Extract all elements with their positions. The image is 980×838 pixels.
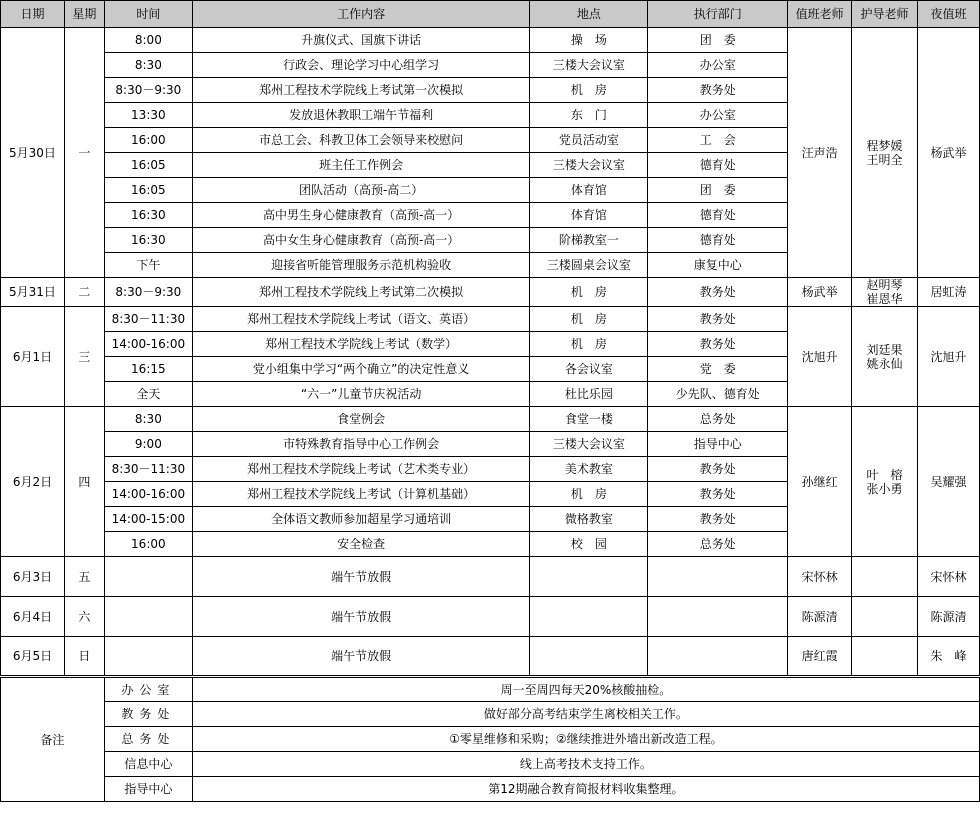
content-cell: 高中男生身心健康教育（高预-高一） bbox=[192, 203, 530, 228]
date-cell: 6月1日 bbox=[1, 307, 65, 407]
date-cell: 5月30日 bbox=[1, 28, 65, 278]
time-cell: 9:00 bbox=[104, 432, 192, 457]
table-row bbox=[1, 407, 980, 432]
weekday-cell: 日 bbox=[64, 637, 104, 677]
note-row bbox=[1, 777, 980, 802]
place-cell: 各会议室 bbox=[530, 357, 648, 382]
holiday-row bbox=[1, 597, 980, 637]
header-content: 工作内容 bbox=[192, 1, 530, 28]
header-row bbox=[1, 1, 980, 28]
content-cell: 迎接省听能管理服务示范机构验收 bbox=[192, 253, 530, 278]
note-dept: 教务处 bbox=[104, 702, 192, 727]
time-cell bbox=[104, 597, 192, 637]
weekday-cell: 一 bbox=[64, 28, 104, 278]
place-cell: 体育馆 bbox=[530, 178, 648, 203]
dept-cell: 教务处 bbox=[648, 278, 788, 307]
time-cell: 8:30 bbox=[104, 407, 192, 432]
time-cell: 8:30 bbox=[104, 53, 192, 78]
place-cell: 三楼大会议室 bbox=[530, 432, 648, 457]
time-cell: 16:30 bbox=[104, 228, 192, 253]
place-cell: 杜比乐园 bbox=[530, 382, 648, 407]
time-cell: 全天 bbox=[104, 382, 192, 407]
dept-cell: 康复中心 bbox=[648, 253, 788, 278]
teacher-name: 姚永仙 bbox=[866, 356, 903, 371]
content-cell: 郑州工程技术学院线上考试（艺术类专业） bbox=[192, 457, 530, 482]
place-cell: 机 房 bbox=[530, 332, 648, 357]
content-cell: 市特殊教育指导中心工作例会 bbox=[192, 432, 530, 457]
time-cell: 16:00 bbox=[104, 532, 192, 557]
duty-teacher-cell: 陈源清 bbox=[788, 597, 852, 637]
guard-teacher-cell bbox=[852, 28, 918, 278]
note-row bbox=[1, 727, 980, 752]
date-cell: 6月3日 bbox=[1, 557, 65, 597]
dept-cell: 办公室 bbox=[648, 103, 788, 128]
time-cell: 13:30 bbox=[104, 103, 192, 128]
place-cell: 机 房 bbox=[530, 78, 648, 103]
note-text: 做好部分高考结束学生离校相关工作。 bbox=[192, 702, 979, 727]
content-cell: 党小组集中学习“两个确立”的决定性意义 bbox=[192, 357, 530, 382]
time-cell: 14:00-16:00 bbox=[104, 332, 192, 357]
night-duty-cell: 宋怀林 bbox=[918, 557, 980, 597]
night-duty-cell: 陈源清 bbox=[918, 597, 980, 637]
weekday-cell: 六 bbox=[64, 597, 104, 637]
place-cell: 机 房 bbox=[530, 278, 648, 307]
content-cell: 端午节放假 bbox=[192, 597, 530, 637]
dept-cell: 少先队、德育处 bbox=[648, 382, 788, 407]
teacher-name: 王明全 bbox=[866, 152, 903, 167]
header-place: 地点 bbox=[530, 1, 648, 28]
time-cell: 8:30－9:30 bbox=[104, 278, 192, 307]
content-cell: 郑州工程技术学院线上考试第二次模拟 bbox=[192, 278, 530, 307]
place-cell: 食堂一楼 bbox=[530, 407, 648, 432]
teacher-name: 叶 榕 bbox=[866, 467, 903, 482]
note-text: 第12期融合教育简报材料收集整理。 bbox=[192, 777, 979, 802]
header-duty-teacher: 值班老师 bbox=[788, 1, 852, 28]
guard-teacher-cell bbox=[852, 278, 918, 307]
night-duty-cell: 杨武举 bbox=[918, 28, 980, 278]
content-cell: 安全检查 bbox=[192, 532, 530, 557]
weekday-cell: 四 bbox=[64, 407, 104, 557]
header-time: 时间 bbox=[104, 1, 192, 28]
duty-teacher-cell: 宋怀林 bbox=[788, 557, 852, 597]
dept-cell: 教务处 bbox=[648, 482, 788, 507]
place-cell: 美术教室 bbox=[530, 457, 648, 482]
content-cell: 班主任工作例会 bbox=[192, 153, 530, 178]
content-cell: 全体语文教师参加超星学习通培训 bbox=[192, 507, 530, 532]
time-cell: 8:30－9:30 bbox=[104, 78, 192, 103]
place-cell: 体育馆 bbox=[530, 203, 648, 228]
dept-cell bbox=[648, 597, 788, 637]
dept-cell: 德育处 bbox=[648, 228, 788, 253]
weekday-cell: 五 bbox=[64, 557, 104, 597]
dept-cell bbox=[648, 557, 788, 597]
holiday-row bbox=[1, 637, 980, 677]
duty-teacher-cell: 孙继红 bbox=[788, 407, 852, 557]
duty-teacher-cell: 沈旭升 bbox=[788, 307, 852, 407]
note-text: ①零星维修和采购；②继续推进外墙出新改造工程。 bbox=[192, 727, 979, 752]
date-cell: 6月5日 bbox=[1, 637, 65, 677]
guard-teacher-cell bbox=[852, 307, 918, 407]
guard-teacher-cell bbox=[852, 597, 918, 637]
place-cell bbox=[530, 637, 648, 677]
weekday-cell: 三 bbox=[64, 307, 104, 407]
place-cell bbox=[530, 597, 648, 637]
dept-cell: 总务处 bbox=[648, 532, 788, 557]
night-duty-cell: 居虹涛 bbox=[918, 278, 980, 307]
place-cell: 机 房 bbox=[530, 307, 648, 332]
teacher-name: 刘廷果 bbox=[866, 342, 903, 357]
note-dept: 办公室 bbox=[104, 677, 192, 702]
guard-teacher-cell bbox=[852, 557, 918, 597]
dept-cell: 教务处 bbox=[648, 507, 788, 532]
header-dept: 执行部门 bbox=[648, 1, 788, 28]
note-text: 周一至周四每天20%核酸抽检。 bbox=[192, 677, 979, 702]
place-cell bbox=[530, 557, 648, 597]
date-cell: 6月4日 bbox=[1, 597, 65, 637]
place-cell: 党员活动室 bbox=[530, 128, 648, 153]
dept-cell: 办公室 bbox=[648, 53, 788, 78]
place-cell: 三楼圆桌会议室 bbox=[530, 253, 648, 278]
dept-cell: 德育处 bbox=[648, 153, 788, 178]
content-cell: 郑州工程技术学院线上考试（数学） bbox=[192, 332, 530, 357]
time-cell: 16:30 bbox=[104, 203, 192, 228]
weekday-cell: 二 bbox=[64, 278, 104, 307]
place-cell: 东 门 bbox=[530, 103, 648, 128]
dept-cell: 教务处 bbox=[648, 307, 788, 332]
dept-cell: 教务处 bbox=[648, 78, 788, 103]
header-weekday: 星期 bbox=[64, 1, 104, 28]
note-dept: 信息中心 bbox=[104, 752, 192, 777]
time-cell bbox=[104, 557, 192, 597]
dept-cell: 教务处 bbox=[648, 457, 788, 482]
content-cell: “六一”儿童节庆祝活动 bbox=[192, 382, 530, 407]
night-duty-cell: 朱 峰 bbox=[918, 637, 980, 677]
dept-cell: 总务处 bbox=[648, 407, 788, 432]
time-cell: 16:05 bbox=[104, 153, 192, 178]
time-cell: 8:00 bbox=[104, 28, 192, 53]
time-cell: 16:00 bbox=[104, 128, 192, 153]
header-date: 日期 bbox=[1, 1, 65, 28]
note-row bbox=[1, 702, 980, 727]
dept-cell: 指导中心 bbox=[648, 432, 788, 457]
content-cell: 端午节放假 bbox=[192, 637, 530, 677]
content-cell: 团队活动（高预-高二） bbox=[192, 178, 530, 203]
time-cell: 8:30－11:30 bbox=[104, 307, 192, 332]
duty-teacher-cell: 杨武举 bbox=[788, 278, 852, 307]
time-cell: 14:00-15:00 bbox=[104, 507, 192, 532]
date-cell: 6月2日 bbox=[1, 407, 65, 557]
table-row bbox=[1, 307, 980, 332]
holiday-row bbox=[1, 557, 980, 597]
header-night-duty: 夜值班 bbox=[918, 1, 980, 28]
dept-cell: 团 委 bbox=[648, 28, 788, 53]
place-cell: 微格教室 bbox=[530, 507, 648, 532]
time-cell: 16:15 bbox=[104, 357, 192, 382]
night-duty-cell: 吴耀强 bbox=[918, 407, 980, 557]
dept-cell: 教务处 bbox=[648, 332, 788, 357]
note-dept: 指导中心 bbox=[104, 777, 192, 802]
note-row bbox=[1, 677, 980, 702]
teacher-name: 崔恩华 bbox=[866, 292, 903, 306]
dept-cell: 党 委 bbox=[648, 357, 788, 382]
place-cell: 阶梯教室一 bbox=[530, 228, 648, 253]
place-cell: 三楼大会议室 bbox=[530, 53, 648, 78]
content-cell: 升旗仪式、国旗下讲话 bbox=[192, 28, 530, 53]
dept-cell: 团 委 bbox=[648, 178, 788, 203]
duty-teacher-cell: 汪声浩 bbox=[788, 28, 852, 278]
guard-teacher-cell bbox=[852, 407, 918, 557]
content-cell: 食堂例会 bbox=[192, 407, 530, 432]
teacher-name: 张小勇 bbox=[866, 481, 903, 496]
table-row bbox=[1, 278, 980, 307]
content-cell: 市总工会、科教卫体工会领导来校慰问 bbox=[192, 128, 530, 153]
notes-label: 备注 bbox=[1, 677, 105, 802]
note-dept: 总务处 bbox=[104, 727, 192, 752]
date-cell: 5月31日 bbox=[1, 278, 65, 307]
table-row bbox=[1, 28, 980, 53]
guard-teacher-cell bbox=[852, 637, 918, 677]
dept-cell bbox=[648, 637, 788, 677]
content-cell: 高中女生身心健康教育（高预-高一） bbox=[192, 228, 530, 253]
teacher-name: 程梦媛 bbox=[866, 138, 903, 153]
dept-cell: 工 会 bbox=[648, 128, 788, 153]
note-text: 线上高考技术支持工作。 bbox=[192, 752, 979, 777]
night-duty-cell: 沈旭升 bbox=[918, 307, 980, 407]
time-cell: 16:05 bbox=[104, 178, 192, 203]
teacher-name: 赵明琴 bbox=[866, 278, 903, 292]
content-cell: 郑州工程技术学院线上考试第一次模拟 bbox=[192, 78, 530, 103]
content-cell: 郑州工程技术学院线上考试（计算机基础） bbox=[192, 482, 530, 507]
content-cell: 端午节放假 bbox=[192, 557, 530, 597]
header-guard-teacher: 护导老师 bbox=[852, 1, 918, 28]
place-cell: 三楼大会议室 bbox=[530, 153, 648, 178]
time-cell: 下午 bbox=[104, 253, 192, 278]
duty-teacher-cell: 唐红霞 bbox=[788, 637, 852, 677]
dept-cell: 德育处 bbox=[648, 203, 788, 228]
note-row bbox=[1, 752, 980, 777]
time-cell bbox=[104, 637, 192, 677]
content-cell: 发放退休教职工端午节福利 bbox=[192, 103, 530, 128]
place-cell: 校 园 bbox=[530, 532, 648, 557]
content-cell: 郑州工程技术学院线上考试（语文、英语） bbox=[192, 307, 530, 332]
time-cell: 8:30－11:30 bbox=[104, 457, 192, 482]
time-cell: 14:00-16:00 bbox=[104, 482, 192, 507]
content-cell: 行政会、理论学习中心组学习 bbox=[192, 53, 530, 78]
place-cell: 操 场 bbox=[530, 28, 648, 53]
place-cell: 机 房 bbox=[530, 482, 648, 507]
